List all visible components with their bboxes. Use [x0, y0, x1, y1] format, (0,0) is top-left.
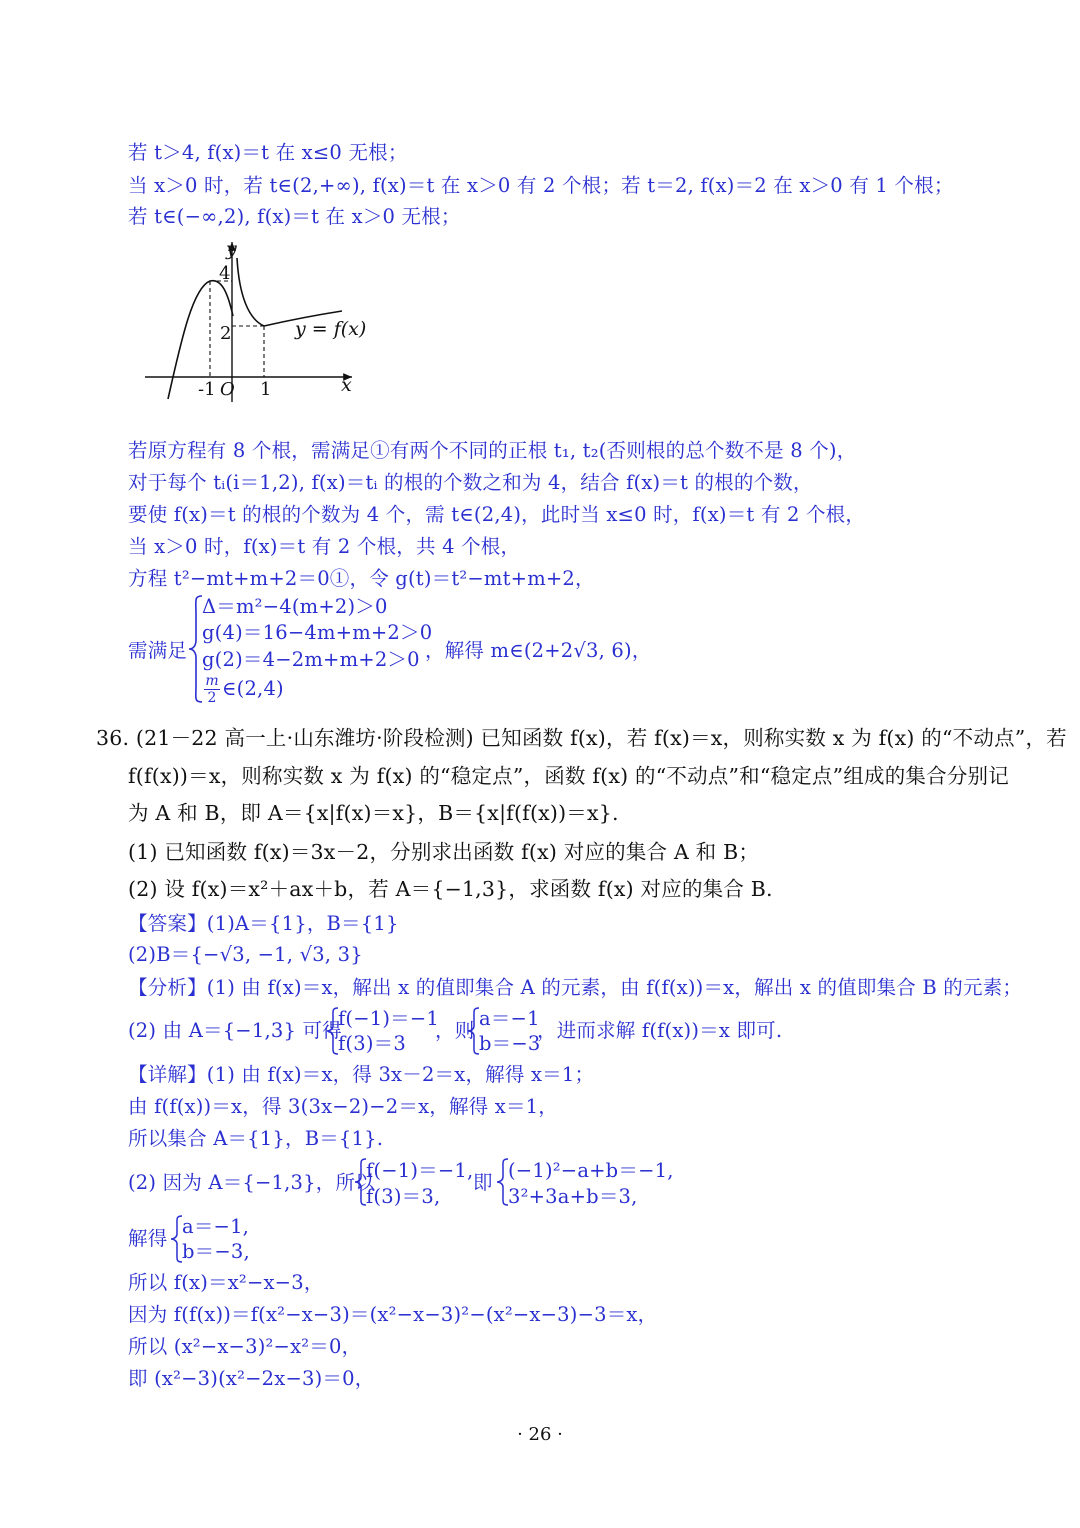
system2-row4: b＝−3 — [479, 1032, 541, 1055]
solution-line-6: 要使 f(x)＝t 的根的个数为 4 个，需 t∈(2,4)，此时当 x≤0 时，f(x)＝t 有 2 个根， — [128, 503, 866, 526]
solution-line-4: 若原方程有 8 个根，需满足①有两个不同的正根 t₁, t₂(否则根的总个数不是 8 个)， — [128, 439, 857, 462]
system1-row4: ∈(2,4) — [222, 677, 284, 700]
problem-line-1: 36. (21－22 高一上·山东潍坊·阶段检测) 已知函数 f(x)，若 f(x)＝x，则称实数 x 为 f(x) 的“不动点”，若 — [96, 726, 1067, 750]
tick-label-4: 4 — [219, 263, 231, 284]
system3-row4: 3²+3a+b＝3, — [508, 1185, 638, 1208]
system3-row2: f(3)＝3, — [366, 1185, 441, 1208]
problem-line-5: (2) 设 f(x)＝x²＋ax＋b，若 A＝{−1,3}，求函数 f(x) 对应的集合 B. — [128, 877, 773, 901]
solution-line-3: 若 t∈(−∞,2), f(x)＝t 在 x＞0 无根； — [128, 205, 461, 228]
system3-prefix: (2) 因为 A＝{−1,3}，所以 — [128, 1171, 375, 1194]
tick-label-1: 1 — [260, 379, 272, 400]
system4-prefix: 解得 — [128, 1227, 168, 1250]
curve-right-branch — [237, 258, 342, 326]
detail-line-6: 所以 (x²−x−3)²−x²＝0， — [128, 1335, 362, 1358]
system4-row2: b＝−3, — [182, 1240, 250, 1263]
tick-label-2: 2 — [220, 323, 232, 344]
system2-row1: f(−1)＝−1 — [338, 1007, 440, 1030]
system2-prefix: (2) 由 A＝{−1,3} 可得 — [128, 1019, 342, 1042]
detail-line-2: 由 f(f(x))＝x，得 3(3x−2)−2＝x，解得 x＝1， — [128, 1095, 558, 1118]
problem-line-3: 为 A 和 B，即 A＝{x|f(x)＝x}，B＝{x|f(f(x))＝x}. — [128, 801, 619, 825]
fraction-numerator: m — [205, 673, 219, 689]
solution-line-2: 当 x＞0 时，若 t∈(2,+∞), f(x)＝t 在 x＞0 有 2 个根；若 t＝2, f(x)＝2 在 x＞0 有 1 个根； — [128, 174, 954, 197]
detail-line-4: 所以 f(x)＝x²−x−3， — [128, 1271, 324, 1294]
system1-prefix: 需满足 — [128, 639, 188, 662]
system1-suffix: ，解得 m∈(2+2√3, 6)， — [425, 639, 652, 662]
y-axis-label: y — [226, 238, 237, 260]
system1-row3: g(2)＝4−2m+m+2＞0 — [202, 648, 420, 671]
function-graph — [140, 236, 370, 406]
system1-fraction — [204, 674, 220, 705]
solution-line-7: 当 x＞0 时，f(x)＝t 有 2 个根，共 4 个根， — [128, 535, 521, 558]
solution-line-5: 对于每个 tᵢ(i＝1,2), f(x)＝tᵢ 的根的个数之和为 4，结合 f(x)＝t 的根的个数， — [128, 471, 813, 494]
system1-row1: Δ＝m²−4(m+2)＞0 — [202, 595, 388, 618]
solution-line-8: 方程 t²−mt+m+2＝0①，令 g(t)＝t²−mt+m+2， — [128, 567, 595, 590]
system3-mid: 即 — [473, 1171, 493, 1194]
page-number: · 26 · — [517, 1424, 563, 1445]
x-axis-label: x — [341, 374, 352, 396]
detail-line-7: 即 (x²−3)(x²−2x−3)＝0， — [128, 1367, 375, 1390]
problem-line-2: f(f(x))＝x，则称实数 x 为 f(x) 的“稳定点”，函数 f(x) 的“不动点”和“稳定点”组成的集合分别记 — [128, 764, 1009, 788]
origin-label: O — [220, 379, 235, 400]
curve-label: y = f(x) — [295, 318, 367, 340]
solution-line-1: 若 t＞4, f(x)＝t 在 x≤0 无根； — [128, 141, 408, 164]
detail-line-5: 因为 f(f(x))＝f(x²−x−3)＝(x²−x−3)²−(x²−x−3)−3＝x， — [128, 1303, 658, 1326]
system1-row2: g(4)＝16−4m+m+2＞0 — [202, 621, 433, 644]
system3-row3: (−1)²−a+b＝−1, — [508, 1159, 674, 1182]
fraction-denominator: 2 — [207, 690, 217, 706]
system4-row1: a＝−1, — [182, 1215, 250, 1238]
system2-row3: a＝−1 — [479, 1007, 540, 1030]
system2-mid: ，则 — [435, 1019, 475, 1042]
detail-line-3: 所以集合 A＝{1}，B＝{1}. — [128, 1127, 384, 1150]
system2-row2: f(3)＝3 — [338, 1032, 406, 1055]
system3-row1: f(−1)＝−1, — [366, 1159, 474, 1182]
problem-line-4: (1) 已知函数 f(x)＝3x－2，分别求出函数 f(x) 对应的集合 A 和 B； — [128, 840, 760, 864]
answer-line-1: 【答案】(1)A＝{1}，B＝{1} — [128, 912, 399, 935]
analysis-line: 【分析】(1) 由 f(x)＝x，解出 x 的值即集合 A 的元素，由 f(f(x))＝x，解出 x 的值即集合 B 的元素； — [128, 976, 1023, 999]
answer-line-2: (2)B＝{−√3, −1, √3, 3} — [128, 943, 363, 966]
tick-label-neg1: -1 — [198, 379, 216, 400]
detail-line-1: 【详解】(1) 由 f(x)＝x，得 3x－2＝x，解得 x＝1； — [128, 1063, 595, 1086]
system2-suffix: ，进而求解 f(f(x))＝x 即可. — [537, 1019, 783, 1042]
